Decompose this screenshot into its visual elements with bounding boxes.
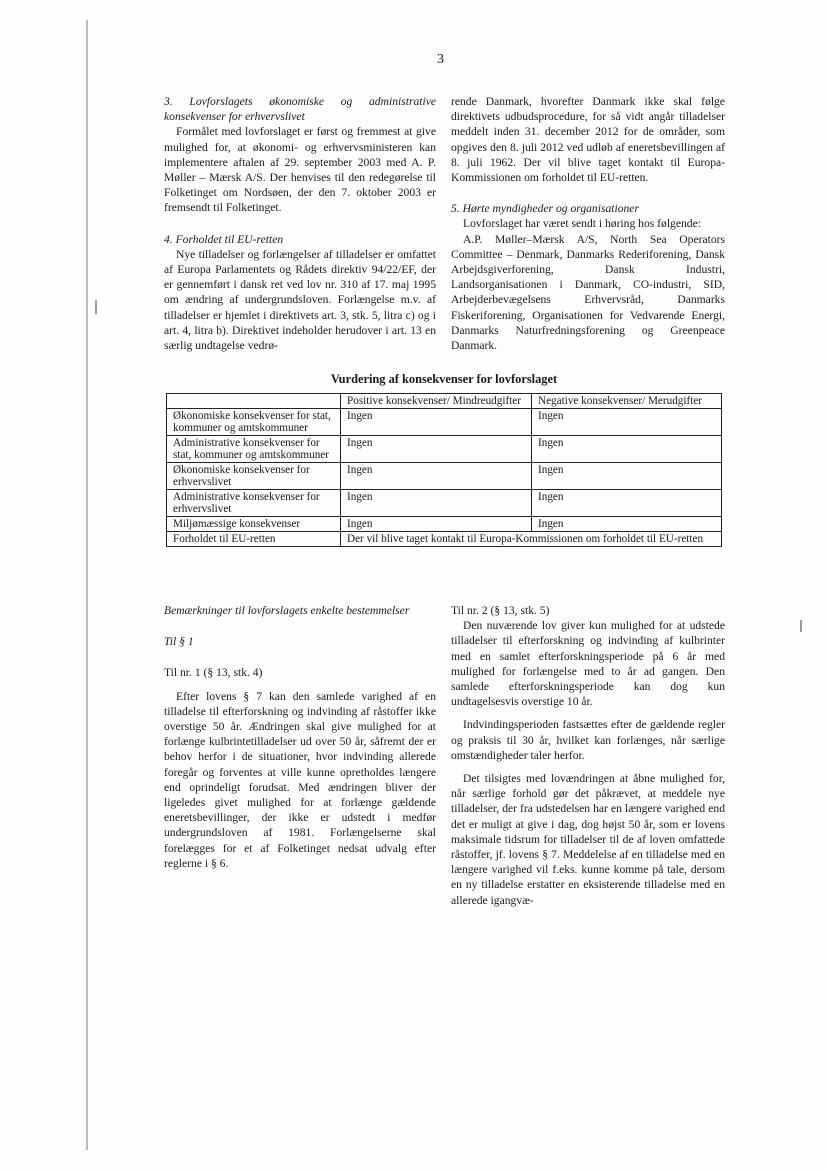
table-cell: Ingen (532, 463, 722, 490)
nr1-paragraph: Efter lovens § 7 kan den samlede varighed af en tilladelse til efterforskning og indvinding af råstoffer ikke overstige 50 år. Ændringen skal give mulighed for at forlænge kulbrintetilladelser ud over 50 år, såfremt der er behov herfor i de situationer, hvor indvinding allerede foregår og forventes at ville kunne opretholdes længere end oprindeligt forudsat. Med ændringen bliver der ligeledes givet mulighed for at forlænge gældende eneretsbevillinger, der ikke er udstedt i medfør undergrundsloven af 1981. Forlængelserne skal forelægges for et af Folketinget nedsat udvalg efter reglerne i § 6. (164, 689, 436, 870)
table-row (167, 517, 722, 532)
nr2-heading: Til nr. 2 (§ 13, stk. 5) (451, 604, 550, 617)
remarks-title: Bemærkninger til lovforslagets enkelte bestemmelser (164, 604, 410, 617)
scan-edge-line (86, 20, 88, 1150)
section-3-paragraph: Formålet med lovforslaget er først og fremmest at give mulighed for, at økonomi- og erhvervsministeren kan implementere aftalen af 29. september 2003 med A. P. Møller – Mærsk A/S. Der henvises til den redegørelse til Folketinget om Nordsøen, der den 7. oktober 2003 er fremsendt til Folketinget. (164, 125, 436, 215)
section-4-title: 4. Forholdet til EU-retten (164, 232, 284, 246)
nr2-paragraph-1: Den nuværende lov giver kun mulighed for at udstede tilladelser til efterforskning og indvinding af kulbrinter med en samlet efterforskningsperiode på 6 år med mulighed for forlængelse med to år ad gangen. Den samlede efterforskningsperiode kan dog kun undtagelsesvis overstige 10 år. (451, 619, 725, 709)
nr1-heading: Til nr. 1 (§ 13, stk. 4) (164, 666, 263, 680)
table-header-cell: Negative konsekvenser/ Merudgifter (532, 394, 722, 409)
table-cell: Administrative konsekvenser for stat, kommuner og amtskommuner (167, 436, 341, 463)
section-4-paragraph: Nye tilladelser og forlængelser af tilladelser er omfattet af Europa Parlamentets og Rådets direktiv 94/22/EF, der er gennemført i dansk ret ved lov nr. 310 af 17. maj 1995 om ændring af undergrundsloven. Forlængelse m.v. af tilladelser er hjemlet i direktivets art. 3, stk. 5, litra c) og i art. 4, litra b). Direktivet indeholder herudover i art. 13 en særlig undtagelse vedrø- (164, 247, 436, 353)
table-cell: Ingen (341, 517, 532, 532)
nr2-paragraph-2: Indvindingsperioden fastsættes efter de gældende regler og praksis til 30 år, hvilket kan forlænges, når særlige omstændigheder taler herfor. (451, 718, 725, 762)
table-cell: Forholdet til EU-retten (167, 532, 341, 547)
right-column (451, 94, 725, 353)
table-cell: Ingen (341, 490, 532, 517)
table-cell: Der vil blive taget kontakt til Europa-Kommissionen om forholdet til EU-retten (341, 532, 722, 547)
section-3-title: 3. Lovforslagets økonomiske og administrative konsekvenser for erhvervslivet (164, 95, 436, 124)
table-row (167, 436, 722, 463)
remarks-right-column (451, 603, 725, 908)
remarks-left-column (164, 603, 436, 871)
table-header-row (167, 394, 722, 409)
table-cell: Ingen (532, 409, 722, 436)
section-5-intro: Lovforslaget har været sendt i høring hos følgende: (463, 217, 701, 231)
left-column (164, 94, 436, 353)
til-paragraph-heading: Til § 1 (164, 635, 194, 649)
scan-mark (800, 620, 802, 632)
table-row (167, 490, 722, 517)
continued-paragraph: rende Danmark, hvorefter Danmark ikke skal følge direktivets udbudsprocedure, for så vidt angår tilladelser meddelt inden 31. december 2012 for de områder, som opgives den 8. juli 2012 ved udløb af eneretsbevillingen af 8. juli 1962. Der vil blive taget kontakt til Europa-Kommissionen om forholdet til EU-retten. (451, 95, 725, 185)
table-cell: Ingen (341, 409, 532, 436)
table-cell: Økonomiske konsekvenser for stat, kommuner og amtskommuner (167, 409, 341, 436)
page-number: 3 (437, 52, 444, 67)
scan-mark (95, 300, 97, 314)
table-row (167, 532, 722, 547)
table-cell: Ingen (341, 463, 532, 490)
section-5-title: 5. Hørte myndigheder og organisationer (451, 202, 639, 216)
table-row (167, 463, 722, 490)
table-header-cell: Positive konsekvenser/ Mindreudgifter (341, 394, 532, 409)
table-row (167, 409, 722, 436)
table-header-cell (167, 394, 341, 409)
table-title: Vurdering af konsekvenser for lovforslaget (330, 372, 558, 386)
nr2-paragraph-3: Det tilsigtes med lovændringen at åbne mulighed for, når særlige forhold gør det påkrævet, at meddele nye tilladelser, der fra udstedelsen har en længere varighed end det er muligt at give i dag, dog højst 50 år, som er lovens maksimale tidsrum for tilladelser til de af loven omfattede råstoffer, jf. lovens § 7. Meddelelse af en tilladelse med en længere varighed vil f.eks. kunne komme på tale, dersom en ny tilladelse erstatter en eksisterende tilladelse med en allerede igangvæ- (451, 772, 725, 907)
table-cell: Administrative konsekvenser for erhvervslivet (167, 490, 341, 517)
consequence-table (166, 393, 722, 547)
table-cell: Økonomiske konsekvenser for erhvervslivet (167, 463, 341, 490)
table-cell: Ingen (532, 490, 722, 517)
table-cell: Ingen (532, 436, 722, 463)
section-5-list: A.P. Møller–Mærsk A/S, North Sea Operators Committee – Denmark, Danmarks Rederiforening, Dansk Arbejdsgiverforening, Dansk Industri, Landsorganisationen i Danmark, CO-industri, SID, Arbejderbevægelsens Erhvervsråd, Danmarks Fiskeriforening, Organisationen for Vedvarende Energi, Danmarks Naturfredningsforening og Greenpeace Danmark. (451, 232, 725, 353)
table-cell: Ingen (532, 517, 722, 532)
table-cell: Ingen (341, 436, 532, 463)
table-cell: Miljømæssige konsekvenser (167, 517, 341, 532)
